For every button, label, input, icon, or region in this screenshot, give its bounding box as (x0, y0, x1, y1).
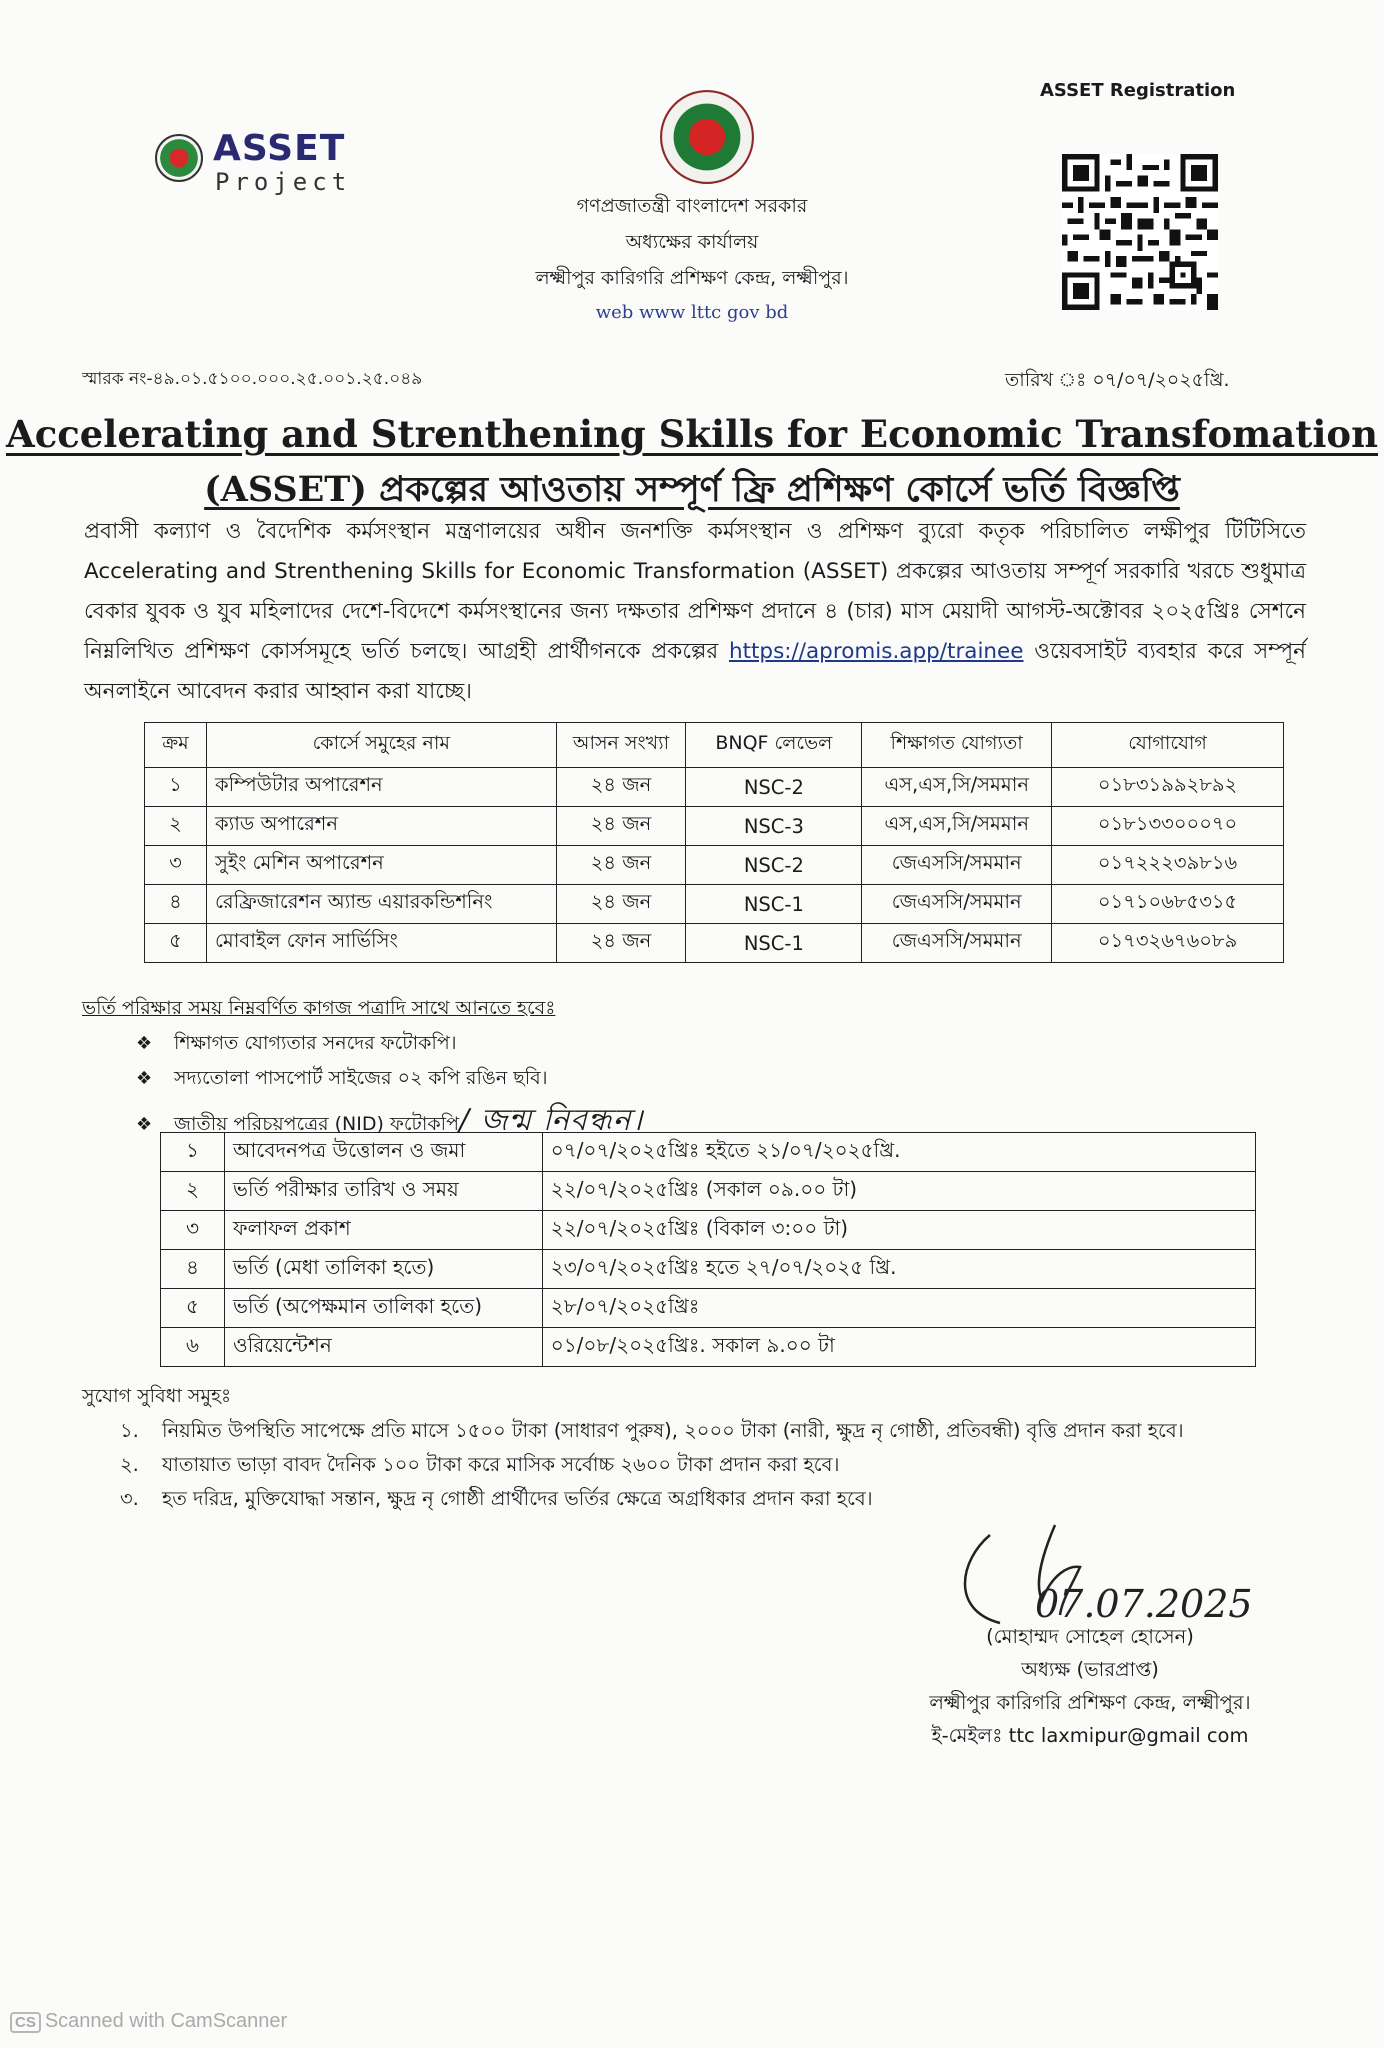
cell-qualification: এস,এস,সি/সমমান (862, 807, 1052, 846)
header-government: গণপ্রজাতন্ত্রী বাংলাদেশ সরকার (576, 195, 808, 217)
table-row (161, 1211, 1256, 1250)
cell-serial: ৫ (161, 1289, 225, 1328)
camscanner-logo-icon: CS (10, 2012, 41, 2033)
col-header-contact: যোগাযোগ (1052, 723, 1284, 768)
diamond-bullet-icon: ❖ (136, 1114, 153, 1135)
intro-paragraph (84, 512, 1306, 712)
table-row (145, 924, 1284, 963)
header-institute: লক্ষ্মীপুর কারিগরি প্রশিক্ষণ কেন্দ্র, লক্ষ্মীপুর। (535, 267, 849, 289)
intro-text: প্রবাসী কল্যাণ ও বৈদেশিক কর্মসংস্থান মন্ত্রণালয়ের অধীন জনশক্তি কর্মসংস্থান ও প্রশিক্ষণ ব্যুরো কতৃক পরিচালিত লক্ষীপুর টিটিসিতে Accelerating and Strenthening Skills for Economic Transformation (ASSET) প্রকল্পের আওতায় সম্পূর্ণ সরকারি খরচে শুধুমাত্র বেকার যুবক ও যুব মহিলাদের দেশে-বিদেশে কর্মসংস্থানের জন্য দক্ষতার প্রশিক্ষণ প্রদানে ৪ (চার) মাস মেয়াদী আগস্ট-অক্টোবর ২০২৫খ্রিঃ সেশনে নিম্নলিখিত প্রশিক্ষণ কোর্সসমূহে ভর্তি চলছে। আগ্রহী প্রার্থীগনকে প্রকল্পের (84, 519, 1306, 664)
notice-title-line2: (ASSET) প্রকল্পের আওতায় সম্পূর্ণ ফ্রি প্রশিক্ষণ কোর্সে ভর্তি বিজ্ঞপ্তি (204, 469, 1180, 510)
schedule-table (160, 1132, 1256, 1367)
cell-date: ২৩/০৭/২০২৫খ্রিঃ হতে ২৭/০৭/২০২৫ খ্রি. (542, 1250, 1255, 1289)
cell-activity: ভর্তি (মেধা তালিকা হতে) (224, 1250, 542, 1289)
document-item: শিক্ষাগত যোগ্যতার সনদের ফটোকপি। (174, 1032, 457, 1054)
cell-seats: ২৪ জন (556, 807, 686, 846)
col-header-qualification: শিক্ষাগত যোগ্যতা (862, 723, 1052, 768)
benefit-number: ২. (120, 1453, 139, 1476)
cell-date: ০১/০৮/২০২৫খ্রিঃ. সকাল ৯.০০ টা (542, 1328, 1255, 1367)
list-item (136, 1061, 643, 1096)
table-row (145, 846, 1284, 885)
signature-date: 07.07.2025 (1035, 1582, 1253, 1626)
documents-list (136, 1026, 643, 1147)
cell-bnqf: NSC-3 (686, 807, 862, 846)
watermark-text: Scanned with CamScanner (44, 2010, 288, 2032)
cell-date: ০৭/০৭/২০২৫খ্রিঃ হইতে ২১/০৭/২০২৫খ্রি. (542, 1133, 1255, 1172)
cell-bnqf: NSC-2 (686, 846, 862, 885)
signatory-block (880, 1620, 1300, 1752)
camscanner-watermark (10, 2010, 287, 2033)
cell-seats: ২৪ জন (556, 846, 686, 885)
cell-qualification: জেএসসি/সমমান (862, 885, 1052, 924)
cell-serial: ৪ (161, 1250, 225, 1289)
cell-serial: ৬ (161, 1328, 225, 1367)
logo-subtitle: Project (215, 168, 352, 196)
cell-activity: ভর্তি পরীক্ষার তারিখ ও সময় (224, 1172, 542, 1211)
bangladesh-emblem-icon (155, 134, 203, 182)
document-item: সদ্যতোলা পাসপোর্ট সাইজের ০২ কপি রঙিন ছবি। (174, 1067, 548, 1089)
cell-seats: ২৪ জন (556, 885, 686, 924)
course-table (144, 722, 1284, 963)
notice-date: তারিখ ঃ ০৭/০৭/২০২৫খ্রি. (1005, 369, 1230, 391)
col-header-seats: আসন সংখ্যা (556, 723, 686, 768)
signatory-name: (মোহাম্মদ সোহেল হোসেন) (986, 1625, 1194, 1648)
benefit-number: ৩. (120, 1487, 139, 1510)
handwritten-birth-registration: / জন্ম নিবন্ধন। (458, 1103, 644, 1138)
table-row (161, 1289, 1256, 1328)
diamond-bullet-icon: ❖ (136, 1033, 153, 1054)
benefit-text: নিয়মিত উপস্থিতি সাপেক্ষে প্রতি মাসে ১৫০০ টাকা (সাধারণ পুরুষ), ২০০০ টাকা (নারী, ক্ষুদ্র নৃ গোষ্ঠী, প্রতিবন্ধী) বৃত্তি প্রদান করা হবে। (162, 1419, 1184, 1442)
diamond-bullet-icon: ❖ (136, 1068, 153, 1089)
col-header-course-name: কোর্সে সমুহের নাম (206, 723, 556, 768)
documents-heading: ভর্তি পরিক্ষার সময় নিম্নবর্ণিত কাগজ পত্রাদি সাথে আনতে হবেঃ (82, 997, 556, 1019)
cell-activity: ভর্তি (অপেক্ষমান তালিকা হতে) (224, 1289, 542, 1328)
cell-serial: ১ (161, 1133, 225, 1172)
cell-date: ২৮/০৭/২০২৫খ্রিঃ (542, 1289, 1255, 1328)
memo-number: স্মারক নং-৪৯.০১.৫১০০.০০০.২৫.০০১.২৫.০৪৯ (82, 369, 423, 389)
signatory-designation: অধ্যক্ষ (ভারপ্রাপ্ত) (1021, 1658, 1159, 1681)
cell-course-name: ক্যাড অপারেশন (206, 807, 556, 846)
intro-text-end: ওয়েবসাইট ব্যবহার করে সম্পূর্ন অনলাইনে আবেদন করার আহ্বান করা যাচ্ছে। (84, 639, 1306, 704)
table-row (161, 1133, 1256, 1172)
benefit-text: যাতায়াত ভাড়া বাবদ দৈনিক ১০০ টাকা করে মাসিক সর্বোচ্চ ২৬০০ টাকা প্রদান করা হবে। (162, 1453, 840, 1476)
government-seal-icon (660, 90, 754, 184)
table-row (161, 1172, 1256, 1211)
list-item (136, 1026, 643, 1061)
cell-date: ২২/০৭/২০২৫খ্রিঃ (সকাল ০৯.০০ টা) (542, 1172, 1255, 1211)
cell-serial: ৩ (145, 846, 207, 885)
cell-qualification: জেএসসি/সমমান (862, 924, 1052, 963)
cell-activity: ওরিয়েন্টেশন (224, 1328, 542, 1367)
cell-date: ২২/০৭/২০২৫খ্রিঃ (বিকাল ৩:০০ টা) (542, 1211, 1255, 1250)
cell-course-name: সুইং মেশিন অপারেশন (206, 846, 556, 885)
course-table-header (145, 723, 1284, 768)
header-office: অধ্যক্ষের কার্যালয় (625, 231, 759, 253)
apromis-link[interactable]: https://apromis.app/trainee (728, 639, 1024, 664)
cell-qualification: জেএসসি/সমমান (862, 846, 1052, 885)
document-item: জাতীয় পরিচয়পত্রের (NID) ফটোকপি (174, 1113, 459, 1135)
cell-bnqf: NSC-2 (686, 768, 862, 807)
qr-label: ASSET Registration (1040, 80, 1236, 101)
cell-activity: ফলাফল প্রকাশ (224, 1211, 542, 1250)
cell-bnqf: NSC-1 (686, 885, 862, 924)
cell-seats: ২৪ জন (556, 924, 686, 963)
cell-course-name: কম্পিউটার অপারেশন (206, 768, 556, 807)
qr-code-icon[interactable] (1062, 154, 1218, 310)
cell-seats: ২৪ জন (556, 768, 686, 807)
cell-qualification: এস,এস,সি/সমমান (862, 768, 1052, 807)
signatory-email: ই-মেইলঃ ttc laxmipur@gmail com (931, 1724, 1249, 1747)
cell-serial: ২ (161, 1172, 225, 1211)
benefit-text: হত দরিদ্র, মুক্তিযোদ্ধা সন্তান, ক্ষুদ্র নৃ গোষ্ঠী প্রার্থীদের ভর্তির ক্ষেত্রে অগ্রধিকার প্রদান করা হবে। (162, 1487, 873, 1510)
table-row (145, 885, 1284, 924)
cell-bnqf: NSC-1 (686, 924, 862, 963)
benefits-list (120, 1414, 1184, 1516)
handwritten-signature (940, 1505, 1300, 1635)
list-item (120, 1448, 1184, 1482)
cell-course-name: মোবাইল ফোন সার্ভিসিং (206, 924, 556, 963)
list-item (120, 1414, 1184, 1448)
notice-title-line1: Accelerating and Strenthening Skills for Economic Transfomation (6, 412, 1378, 456)
signatory-institute: লক্ষ্মীপুর কারিগরি প্রশিক্ষণ কেন্দ্র, লক্ষ্মীপুর। (929, 1691, 1251, 1714)
cell-contact: ০১৭১০৬৮৫৩১৫ (1052, 885, 1284, 924)
header-web: web www lttc gov bd (595, 302, 789, 323)
col-header-bnqf: BNQF লেভেল (686, 723, 862, 768)
table-row (145, 768, 1284, 807)
cell-serial: ৪ (145, 885, 207, 924)
cell-contact: ০১৮১৩৩০০০৭০ (1052, 807, 1284, 846)
benefit-number: ১. (120, 1419, 139, 1442)
logo-title: ASSET (213, 128, 346, 169)
table-row (161, 1250, 1256, 1289)
cell-serial: ৩ (161, 1211, 225, 1250)
cell-contact: ০১৭২২২৩৯৮১৬ (1052, 846, 1284, 885)
cell-serial: ১ (145, 768, 207, 807)
table-row (145, 807, 1284, 846)
col-header-serial: ক্রম (145, 723, 207, 768)
cell-contact: ০১৮৩১৯৯২৮৯২ (1052, 768, 1284, 807)
table-row (161, 1328, 1256, 1367)
benefits-heading: সুযোগ সুবিধা সমুহঃ (82, 1385, 232, 1407)
cell-course-name: রেফ্রিজারেশন অ্যান্ড এয়ারকন্ডিশনিং (206, 885, 556, 924)
cell-serial: ৫ (145, 924, 207, 963)
cell-serial: ২ (145, 807, 207, 846)
cell-contact: ০১৭৩২৬৭৬০৮৯ (1052, 924, 1284, 963)
cell-activity: আবেদনপত্র উত্তোলন ও জমা (224, 1133, 542, 1172)
asset-project-logo (155, 128, 365, 198)
